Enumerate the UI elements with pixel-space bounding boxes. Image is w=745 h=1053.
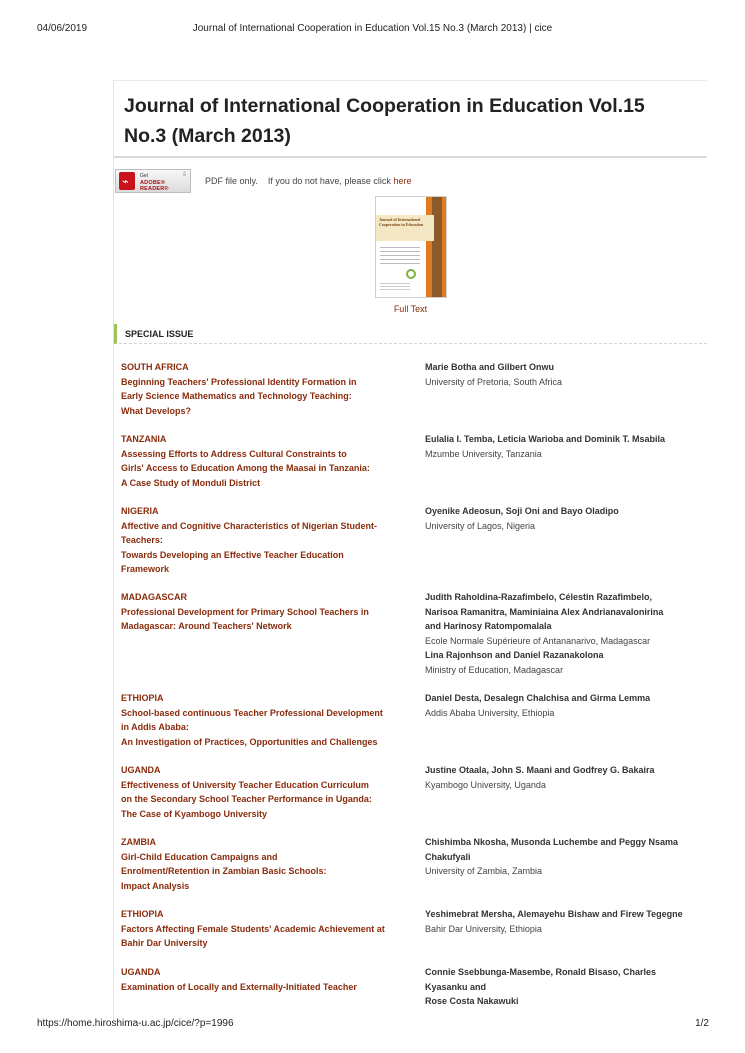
article-title-line: Effectiveness of University Teacher Education Curriculum [121, 779, 369, 790]
article-authors [425, 965, 705, 1009]
article-info [121, 432, 411, 490]
author-names: Oyenike Adeosun, Soji Oni and Bayo Oladipo [425, 506, 619, 516]
article-title-line: A Case Study of Monduli District [121, 477, 261, 488]
article-title-line: Beginning Teachers' Professional Identity Formation in [121, 376, 357, 387]
article-country-link[interactable]: UGANDA [121, 765, 161, 775]
emblem-icon [406, 269, 416, 279]
article-title-line: Factors Affecting Female Students' Academic Achievement at [121, 923, 385, 934]
author-names: Marie Botha and Gilbert Onwu [425, 362, 555, 372]
article-title-line: Madagascar: Around Teachers' Network [121, 621, 292, 632]
download-icon: ⇩ [181, 172, 187, 178]
article-title-line: An Investigation of Practices, Opportunities and Challenges [121, 736, 378, 747]
article-info [121, 763, 411, 821]
journal-cover-image[interactable] [375, 196, 447, 298]
title-block [114, 80, 707, 158]
author-affiliation: Bahir Dar University, Ethiopia [425, 923, 542, 934]
article-title-line: Framework [121, 564, 170, 575]
article-country-link[interactable]: TANZANIA [121, 434, 167, 444]
author-names: Yeshimebrat Mersha, Alemayehu Bishaw and Firew Tegegne [425, 909, 683, 919]
author-affiliation: Addis Ababa University, Ethiopia [425, 707, 555, 718]
author-names: Eulalia I. Temba, Leticia Warioba and Dominik T. Msabila [425, 434, 666, 444]
pdf-note [205, 176, 411, 186]
author-names: Chakufyali [425, 851, 471, 862]
article-country-link[interactable]: ETHIOPIA [121, 909, 164, 919]
author-affiliation: University of Lagos, Nigeria [425, 520, 536, 531]
section-heading [114, 324, 707, 344]
section-title: SPECIAL ISSUE [125, 329, 194, 339]
article-title-line: What Develops? [121, 405, 192, 416]
author-names: Rose Costa Nakawuki [425, 996, 519, 1006]
full-text-link[interactable]: Full Text [393, 304, 428, 314]
author-names: Daniel Desta, Desalegn Chalchisa and Girma Lemma [425, 693, 651, 703]
print-date: 04/06/2019 [37, 23, 88, 34]
pdf-icon: ⌁ [119, 172, 135, 190]
author-names: Kyasanku and [425, 981, 487, 992]
author-names: Chishimba Nkosha, Musonda Luchembe and Peggy Nsama [425, 837, 679, 847]
article-authors [425, 835, 705, 879]
author-affiliation: Ecole Normale Supérieure of Antananarivo, Madagascar [425, 635, 651, 646]
article-country-link[interactable]: SOUTH AFRICA [121, 362, 189, 372]
article-authors [425, 590, 705, 677]
article-info [121, 691, 411, 749]
adobe-reader-label: ADOBE® READER® [140, 180, 169, 192]
cover-title: Journal of International Cooperation in Education [379, 217, 424, 227]
article-info [121, 965, 411, 994]
article-title-line: in Addis Ababa: [121, 722, 189, 733]
page-title: Journal of International Cooperation in Education Vol.15 No.3 (March 2013) [124, 95, 645, 147]
article-info [121, 504, 411, 577]
author-names: Lina Rajonhson and Daniel Razanakolona [425, 650, 604, 660]
article-title-line: Girl-Child Education Campaigns and [121, 851, 278, 862]
article-authors [425, 504, 705, 533]
article-content [113, 80, 707, 1020]
print-title: Journal of International Cooperation in Education Vol.15 No.3 (March 2013) | cice [192, 23, 553, 34]
article-country-link[interactable]: ETHIOPIA [121, 693, 164, 703]
author-affiliation: Mzumbe University, Tanzania [425, 448, 542, 459]
article-info [121, 590, 411, 634]
article-country-link[interactable]: MADAGASCAR [121, 592, 187, 602]
article-title-line: on the Secondary School Teacher Performance in Uganda: [121, 794, 372, 805]
author-affiliation: University of Zambia, Zambia [425, 866, 543, 876]
author-names: Connie Ssebbunga-Masembe, Ronald Bisaso, Charles [425, 967, 657, 977]
author-affiliation: Ministry of Education, Madagascar [425, 664, 564, 675]
here-link[interactable]: here [393, 176, 412, 186]
article-title-line: Early Science Mathematics and Technology Teaching: [121, 391, 352, 402]
article-title-line: Towards Developing an Effective Teacher Education [121, 549, 344, 560]
article-authors [425, 763, 705, 792]
article-title-line: Girls' Access to Education Among the Maasai in Tanzania: [121, 463, 370, 474]
article-title-line: Enrolment/Retention in Zambian Basic Schools: [121, 866, 327, 877]
article-title-line: Affective and Cognitive Characteristics of Nigerian Student- [121, 520, 378, 531]
article-title-line: Impact Analysis [121, 880, 190, 891]
article-title-line: Teachers: [121, 535, 163, 546]
get-adobe-reader-button[interactable] [115, 169, 191, 193]
pdf-note-text: PDF file only. If you do not have, please click [205, 176, 394, 186]
article-country-link[interactable]: NIGERIA [121, 506, 159, 516]
author-affiliation: Kyambogo University, Uganda [425, 779, 546, 790]
article-info [121, 835, 411, 893]
article-authors [425, 907, 705, 936]
article-authors [425, 360, 705, 389]
article-title-line: The Case of Kyambogo University [121, 808, 268, 819]
article-country-link[interactable]: ZAMBIA [121, 837, 156, 847]
author-affiliation: University of Pretoria, South Africa [425, 376, 563, 387]
author-names: Judith Raholdina-Razafimbelo, Célestin Razafimbelo, [425, 592, 653, 602]
article-title-line: Professional Development for Primary School Teachers in [121, 606, 369, 617]
article-title-line: School-based continuous Teacher Professional Development [121, 707, 383, 718]
article-title-line: Examination of Locally and Externally-Initiated Teacher [121, 981, 357, 992]
author-names: Narisoa Ramanitra, Maminiaina Alex Andrianavalonirina [425, 606, 664, 617]
article-title-line: Bahir Dar University [121, 938, 208, 949]
author-names: Justine Otaala, John S. Maani and Godfrey G. Bakaira [425, 765, 655, 775]
print-url: https://home.hiroshima-u.ac.jp/cice/?p=1996 [37, 1018, 234, 1029]
article-title-line: Assessing Efforts to Address Cultural Constraints to [121, 448, 347, 459]
print-page-number: 1/2 [695, 1018, 709, 1029]
article-authors [425, 432, 705, 461]
article-info [121, 907, 411, 951]
adobe-get-label: Get [140, 173, 149, 179]
author-names: and Harinosy Ratompomalala [425, 621, 552, 631]
article-info [121, 360, 411, 418]
article-country-link[interactable]: UGANDA [121, 967, 161, 977]
article-authors [425, 691, 705, 720]
